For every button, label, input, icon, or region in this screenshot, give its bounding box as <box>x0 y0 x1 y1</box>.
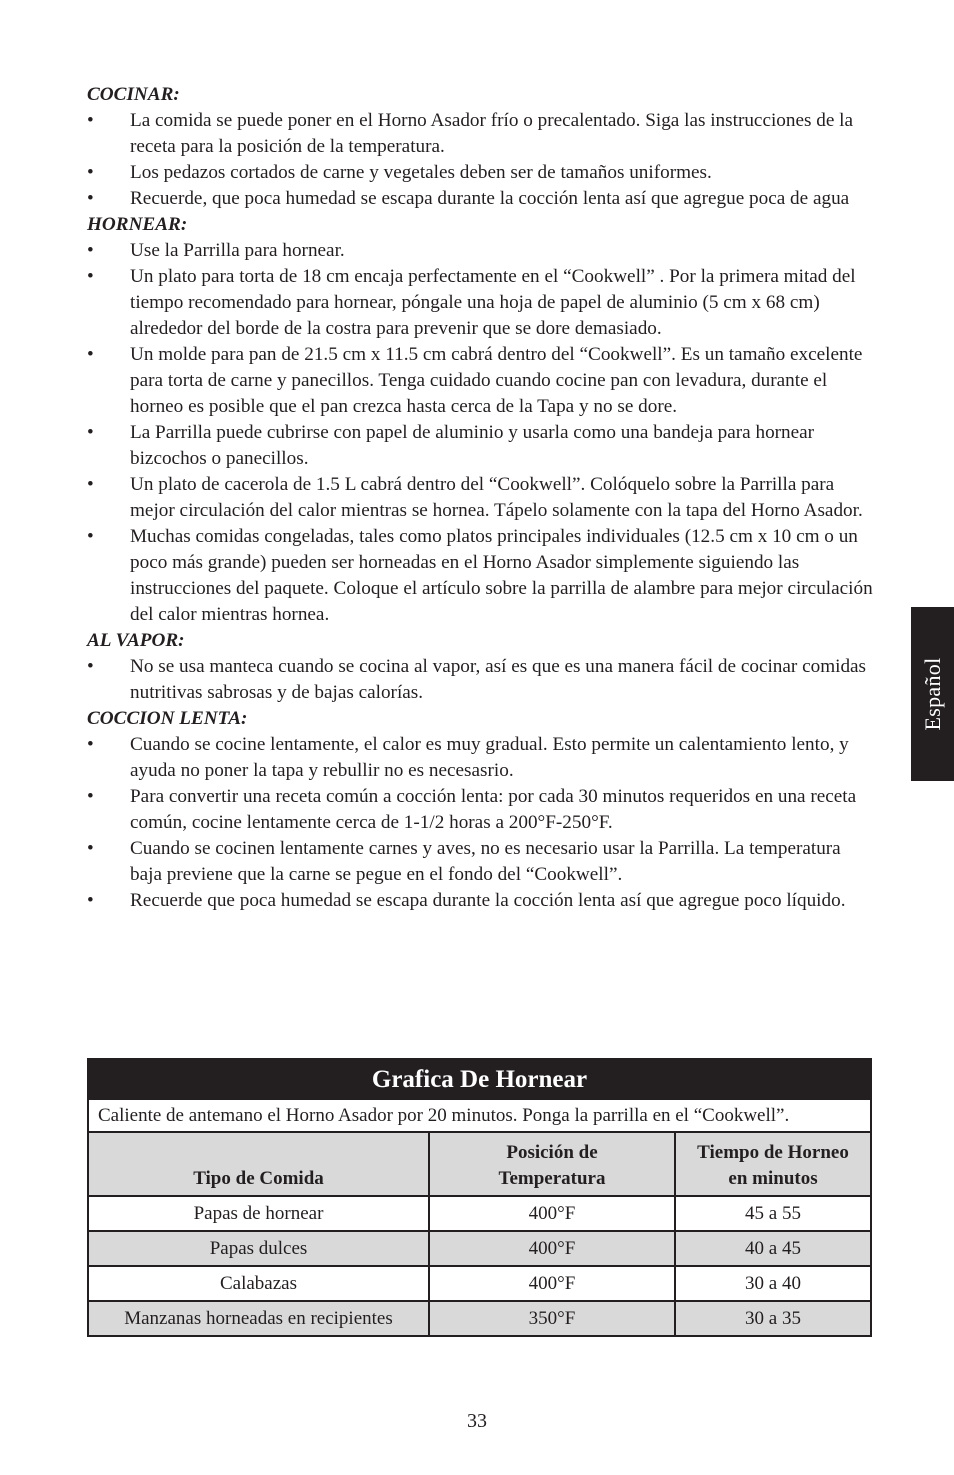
list-item: • Muchas comidas congeladas, tales como platos principales individuales (12.5 cm x 10 cm o un poco más grande) pueden ser horneadas en el Horno Asador simplemente siguiendo las instrucciones del paquete. Coloque el artículo sobre la parrilla de alambre para mejor circulación del calor mientras hornea. <box>87 526 873 625</box>
list-item: • Para convertir una receta común a cocción lenta: por cada 30 minutos requeridos en una receta común, cocine lentamente cerca de 1-1/2 horas a 200°F-250°F. <box>87 786 857 833</box>
bullet-icon: • <box>87 838 94 859</box>
bullet-icon: • <box>87 188 94 209</box>
list-item: • Un molde para pan de 21.5 cm x 11.5 cm cabrá dentro del “Cookwell”. Es un tamaño excelente para torta de carne y panecillos. Tenga cuidado cuando cocine pan con levadura, durante el horneo es posible que el pan crezca hasta cerca de la Tapa y no se dore. <box>87 344 863 417</box>
bullet-icon: • <box>87 266 94 287</box>
cell-food: Papas de hornear <box>89 1196 429 1231</box>
section-heading-coccion-lenta: COCCION LENTA: <box>87 708 248 729</box>
list-item: • Un plato de cacerola de 1.5 L cabrá dentro del “Cookwell”. Colóquelo sobre la Parrilla para mejor circulación del calor mientras se hornea. Tápelo solamente con la tapa del Horno Asador. <box>87 474 863 521</box>
list-item: • Cuando se cocine lentamente, el calor es muy gradual. Esto permite un calentamiento lento, y ayuda no poner la tapa y rebullir no es necesasrio. <box>87 734 849 781</box>
table-row <box>89 1266 870 1301</box>
cell-temp: 400°F <box>429 1231 675 1266</box>
header-baking-time: Tiempo de Horneo en minutos <box>675 1133 870 1196</box>
section-heading-cocinar: COCINAR: <box>87 84 180 105</box>
header-food-type: Tipo de Comida <box>89 1133 429 1196</box>
section-heading-hornear: HORNEAR: <box>87 214 188 235</box>
bullet-icon: • <box>87 110 94 131</box>
chart-intro: Caliente de antemano el Horno Asador por 20 minutos. Ponga la parrilla en el “Cookwell”. <box>89 1100 870 1133</box>
bullet-icon: • <box>87 474 94 495</box>
cell-time: 30 a 35 <box>675 1301 870 1335</box>
bullet-icon: • <box>87 162 94 183</box>
table-row <box>89 1196 870 1231</box>
list-item: • Recuerde, que poca humedad se escapa durante la cocción lenta así que agregue poca de agua <box>87 186 877 212</box>
bullet-icon: • <box>87 422 94 443</box>
instructions-text <box>87 82 877 914</box>
bullet-icon: • <box>87 344 94 365</box>
header-temperature: Posición de Temperatura <box>429 1133 675 1196</box>
cell-temp: 400°F <box>429 1196 675 1231</box>
page-number: 33 <box>467 1410 487 1432</box>
cell-temp: 400°F <box>429 1266 675 1301</box>
table-header-row <box>89 1133 870 1196</box>
list-item: • Recuerde que poca humedad se escapa durante la cocción lenta así que agregue poco líquido. <box>87 888 877 914</box>
bullet-icon: • <box>87 890 94 911</box>
cell-food: Manzanas horneadas en recipientes <box>89 1301 429 1335</box>
list-item: • La Parrilla puede cubrirse con papel de aluminio y usarla como una bandeja para hornear bizcochos o panecillos. <box>87 422 815 469</box>
bullet-icon: • <box>87 734 94 755</box>
bullet-icon: • <box>87 526 94 547</box>
baking-chart <box>87 1058 872 1337</box>
cell-time: 40 a 45 <box>675 1231 870 1266</box>
bullet-icon: • <box>87 240 94 261</box>
section-heading-al-vapor: AL VAPOR: <box>87 630 185 651</box>
table-row <box>89 1301 870 1335</box>
cell-time: 30 a 40 <box>675 1266 870 1301</box>
baking-table <box>89 1133 870 1335</box>
language-tab <box>911 607 954 781</box>
list-item: • No se usa manteca cuando se cocina al vapor, así es que es una manera fácil de cocinar comidas nutritivas sabrosas y de bajas calorías. <box>87 656 867 703</box>
list-item: • Use la Parrilla para hornear. <box>87 238 877 264</box>
bullet-icon: • <box>87 786 94 807</box>
language-tab-label: Español <box>919 657 945 731</box>
cell-temp: 350°F <box>429 1301 675 1335</box>
chart-title: Grafica De Hornear <box>89 1060 870 1100</box>
table-row <box>89 1231 870 1266</box>
cell-time: 45 a 55 <box>675 1196 870 1231</box>
list-item: • Un plato para torta de 18 cm encaja perfectamente en el “Cookwell” . Por la primera mitad del tiempo recomendado para hornear, póngale una hoja de papel de aluminio (5 cm x 68 cm) alrededor del borde de la costra para prevenir que se dore demasiado. <box>87 266 856 339</box>
list-item: • Cuando se cocinen lentamente carnes y aves, no es necesario usar la Parrilla. La temperatura baja previene que la carne se pegue en el fondo del “Cookwell”. <box>87 838 841 885</box>
cell-food: Calabazas <box>89 1266 429 1301</box>
cell-food: Papas dulces <box>89 1231 429 1266</box>
list-item: • La comida se puede poner en el Horno Asador frío o precalentado. Siga las instrucciones de la receta para la posición de la temperatura. <box>87 110 854 157</box>
bullet-icon: • <box>87 656 94 677</box>
list-item: • Los pedazos cortados de carne y vegetales deben ser de tamaños uniformes. <box>87 160 877 186</box>
